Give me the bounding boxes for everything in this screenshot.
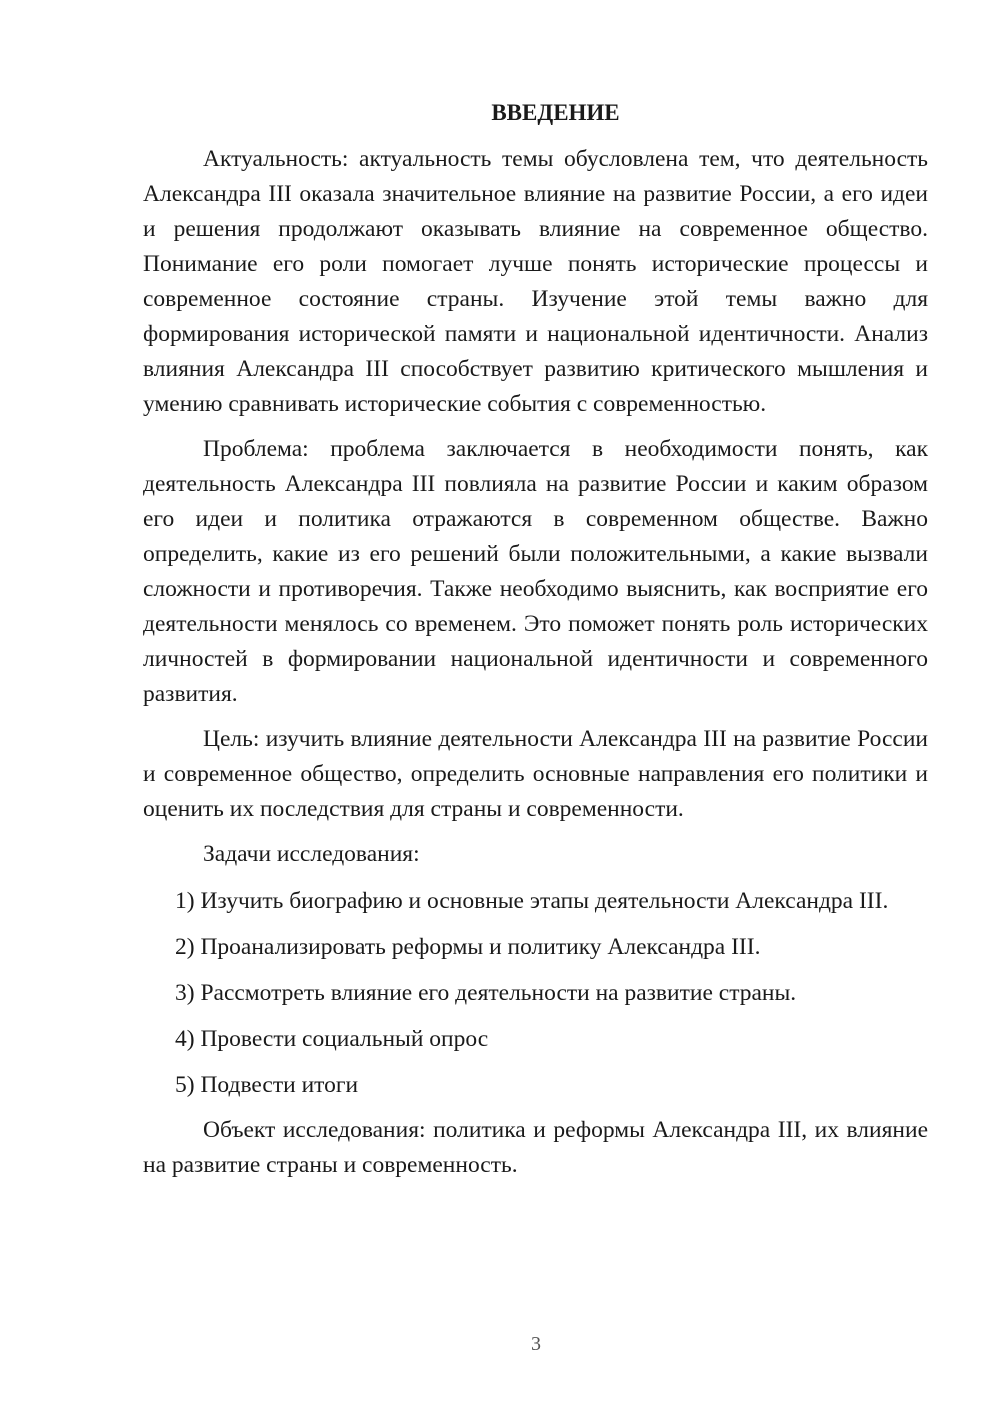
task-item: 3) Рассмотреть влияние его деятельности на развитие страны. xyxy=(175,980,797,1006)
task-item: 4) Провести социальный опрос xyxy=(175,1026,489,1052)
task-item: 2) Проанализировать реформы и политику Александра III. xyxy=(175,934,761,960)
paragraph-goal: Цель: изучить влияние деятельности Александра III на развитие России и современное общество, определить основные направления его политики и оценить их последствия для страны и современности. xyxy=(143,726,928,822)
paragraph-object: Объект исследования: политика и реформы Александра III, их влияние на развитие страны и современность. xyxy=(143,1117,928,1178)
page-content xyxy=(143,95,928,1183)
paragraph-relevance: Актуальность: актуальность темы обусловлена тем, что деятельность Александра III оказала значительное влияние на развитие России, а его идеи и решения продолжают оказывать влияние на современное общество. Понимание его роли помогает лучше понять исторические процессы и современное состояние страны. Изучение этой темы важно для формирования исторической памяти и национальной идентичности. Анализ влияния Александра III способствует развитию критического мышления и умению сравнивать исторические события с современностью. xyxy=(143,146,928,417)
tasks-heading: Задачи исследования: xyxy=(203,841,420,867)
task-item: 5) Подвести итоги xyxy=(175,1072,359,1098)
task-item: 1) Изучить биографию и основные этапы деятельности Александра III. xyxy=(175,888,889,914)
paragraph-problem: Проблема: проблема заключается в необходимости понять, как деятельность Александра III повлияла на развитие России и каким образом его идеи и политика отражаются в современном обществе. Важно определить, какие из его решений были положительными, а какие вызвали сложности и противоречия. Также необходимо выяснить, как восприятие его деятельности менялось со временем. Это поможет понять роль исторических личностей в формировании национальной идентичности и современного развития. xyxy=(143,436,928,707)
page-title: ВВЕДЕНИЕ xyxy=(491,100,620,125)
page-number: 3 xyxy=(531,1333,541,1355)
